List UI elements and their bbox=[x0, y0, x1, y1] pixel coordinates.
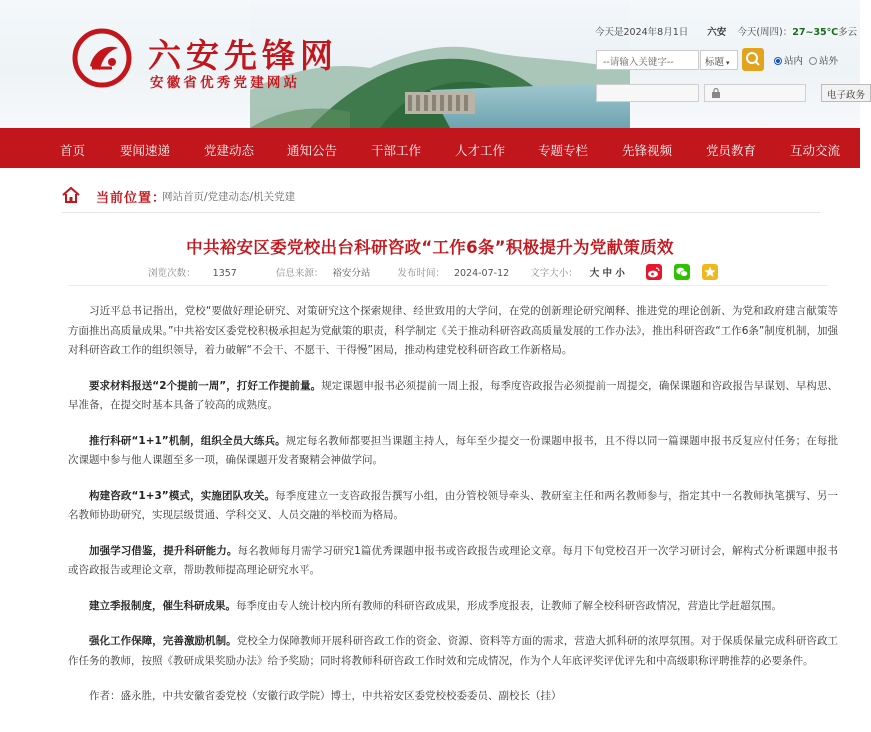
breadcrumb-divider bbox=[62, 212, 820, 213]
paragraph-lead: 建立季报制度，催生科研成果。 bbox=[89, 599, 236, 612]
nav-item-topics[interactable]: 专题专栏 bbox=[538, 143, 589, 158]
fontsize-meta bbox=[524, 268, 631, 279]
weather-prefix: 今天(周四)： bbox=[737, 27, 793, 38]
nav-item-notices[interactable]: 通知公告 bbox=[287, 143, 338, 158]
favorite-star-icon[interactable] bbox=[702, 264, 718, 280]
fontsize-options[interactable]: 大 中 小 bbox=[589, 268, 625, 279]
views-label: 浏览次数： bbox=[148, 268, 196, 279]
nav-item-party-news[interactable]: 党建动态 bbox=[204, 143, 255, 158]
paragraph-lead: 强化工作保障，完善激励机制。 bbox=[89, 635, 237, 647]
article-paragraph bbox=[68, 632, 838, 671]
weather-temperature: 27~35℃ bbox=[792, 27, 839, 38]
article-meta bbox=[0, 264, 860, 280]
paragraph-text: 规定课题申报书必须提前一周上报，每季度咨政报告必须提前一周提交，确保课题和咨政报告早谋划、早构思、早准备，在提交时基本具备了较高的成熟度。 bbox=[68, 379, 839, 411]
breadcrumb-label: 当前位置： bbox=[96, 191, 167, 206]
site-subtitle: 安徽省优秀党建网站 bbox=[150, 75, 301, 91]
site-header bbox=[0, 0, 866, 128]
source-label: 信息来源： bbox=[275, 268, 324, 279]
article-title: 中共裕安区委党校出台科研咨政“工作6条”积极提升为党献策质效 bbox=[186, 238, 674, 257]
article-paragraph bbox=[68, 302, 838, 361]
nav-item-news[interactable]: 要闻速递 bbox=[120, 143, 171, 158]
author-text: 作者：盛永胜，中共安徽省委党校（安徽行政学院）博士，中共裕安区委党校校委委员、副校长（挂） bbox=[89, 690, 562, 702]
paragraph-lead: 要求材料报送“2个提前一周”，打好工作提前量。 bbox=[89, 379, 322, 392]
date-label: 发布时间： bbox=[397, 268, 445, 279]
article-paragraph bbox=[68, 377, 838, 416]
weather-city: 六安 bbox=[707, 27, 727, 38]
password-input[interactable] bbox=[704, 84, 806, 102]
article-body bbox=[68, 302, 838, 707]
radio-unchecked-icon bbox=[809, 57, 817, 65]
scope-web-radio[interactable] bbox=[809, 56, 838, 67]
source-meta bbox=[270, 268, 377, 279]
article-paragraph bbox=[68, 487, 838, 526]
paragraph-text: 规定每名教师都要担当课题主持人，每年至少提交一份课题申报书，且不得以同一篇课题申报书反复应付任务；在每批次课题中参与他人课题至多一项，确保课题开发者聚精会神做学问。 bbox=[68, 434, 839, 466]
chevron-down-icon: ▾ bbox=[726, 59, 730, 67]
breadcrumb bbox=[62, 185, 822, 205]
scope-web-label: 站外 bbox=[819, 56, 839, 67]
home-icon bbox=[62, 187, 80, 203]
nav-item-home[interactable]: 首页 bbox=[60, 143, 86, 158]
search-button[interactable] bbox=[742, 48, 764, 71]
views-count: 1357 bbox=[212, 268, 237, 279]
views-meta bbox=[142, 268, 243, 279]
search-field-label: 标题 bbox=[705, 57, 725, 68]
article-paragraph bbox=[68, 542, 838, 581]
scope-site-label: 站内 bbox=[784, 56, 804, 67]
source-value: 裕安分站 bbox=[332, 268, 371, 279]
lock-icon bbox=[711, 87, 721, 99]
search-scope bbox=[774, 53, 838, 67]
party-emblem-logo bbox=[72, 28, 132, 88]
publish-date: 2024-07-12 bbox=[453, 268, 510, 279]
date-weather-bar bbox=[595, 24, 857, 38]
wechat-share-icon[interactable] bbox=[674, 264, 690, 280]
weibo-share-icon[interactable] bbox=[646, 264, 662, 280]
nav-item-talent[interactable]: 人才工作 bbox=[455, 143, 506, 158]
paragraph-text: 每名教师每月需学习研究1篇优秀课题申报书或咨政报告或理论文章。每月下旬党校召开一次学习研讨会，解构式分析课题申报书或咨政报告或理论文章，帮助教师提高理论研究水平。 bbox=[68, 544, 838, 576]
breadcrumb-path[interactable]: 网站首页/党建动态/机关党建 bbox=[162, 191, 296, 203]
nav-item-education[interactable]: 党员教育 bbox=[706, 143, 757, 158]
paragraph-text: 每季度由专人统计校内所有教师的科研咨政成果，形成季度报表，让教师了解全校科研咨政情况，营造比学赶超氛围。 bbox=[236, 599, 782, 612]
meta-divider bbox=[68, 285, 828, 286]
weather-condition: 多云 bbox=[838, 27, 858, 38]
nav-item-videos[interactable]: 先锋视频 bbox=[622, 143, 673, 158]
radio-checked-icon bbox=[774, 57, 782, 65]
paragraph-text: 习近平总书记指出，党校“要做好理论研究、对策研究这个探索规律、经世致用的大学问，在党的创新理论研究阐释、推进党的理论创新、为党和政府建言献策等方面推出高质量成果。”中共裕安区委党校积极承担起为党献策的职责，科学制定《关于推动科研咨政高质量发展的工作办法》，推出科研咨政“工作6条”制度机制，加强对科研咨政工作的组织领导，着力破解“不会干、不愿干、干得慢”困局，推动构建党校科研咨政工作新格局。 bbox=[68, 305, 838, 356]
article-author bbox=[68, 687, 838, 707]
article-paragraph bbox=[68, 432, 838, 471]
egov-button[interactable]: 电子政务 bbox=[821, 84, 871, 102]
paragraph-text: 每季度建立一支咨政报告撰写小组，由分管校领导牵头、教研室主任和两名教师参与，指定其中一名教师执笔撰写、另一名教师协助研究，实现层级贯通、学科交叉、人员交融的举校而为格局。 bbox=[68, 489, 839, 521]
paragraph-lead: 加强学习借鉴，提升科研能力。 bbox=[89, 544, 238, 557]
nav-item-cadres[interactable]: 干部工作 bbox=[371, 143, 422, 158]
search-icon bbox=[742, 48, 764, 71]
article-paragraph bbox=[68, 597, 838, 617]
site-title: 六安先锋网 bbox=[148, 36, 338, 75]
scope-site-radio[interactable] bbox=[774, 56, 803, 67]
fontsize-label: 文字大小： bbox=[530, 268, 578, 279]
main-nav bbox=[0, 128, 860, 168]
date-meta bbox=[391, 268, 515, 279]
paragraph-lead: 推行科研“1+1”机制，组织全员大练兵。 bbox=[89, 434, 286, 447]
nav-item-interaction[interactable]: 互动交流 bbox=[790, 143, 841, 158]
search-field-select[interactable] bbox=[700, 50, 738, 70]
search-input[interactable]: --请输入关键字-- bbox=[596, 50, 699, 70]
username-input[interactable] bbox=[596, 84, 699, 102]
paragraph-lead: 构建咨政“1+3”模式，实施团队攻关。 bbox=[89, 489, 276, 502]
paragraph-text: 党校全力保障教师开展科研咨政工作的资金、资源、资料等方面的需求，营造大抓科研的浓厚氛围。对于保质保量完成科研咨政工作任务的教师，按照《教研成果奖励办法》给予奖励；同时将教师科研咨政工作时效和完成情况，作为个人年底评奖评优评先和中高级职称评聘推荐的必要条件。 bbox=[68, 635, 839, 667]
current-date: 今天是2024年8月1日 bbox=[595, 27, 689, 38]
